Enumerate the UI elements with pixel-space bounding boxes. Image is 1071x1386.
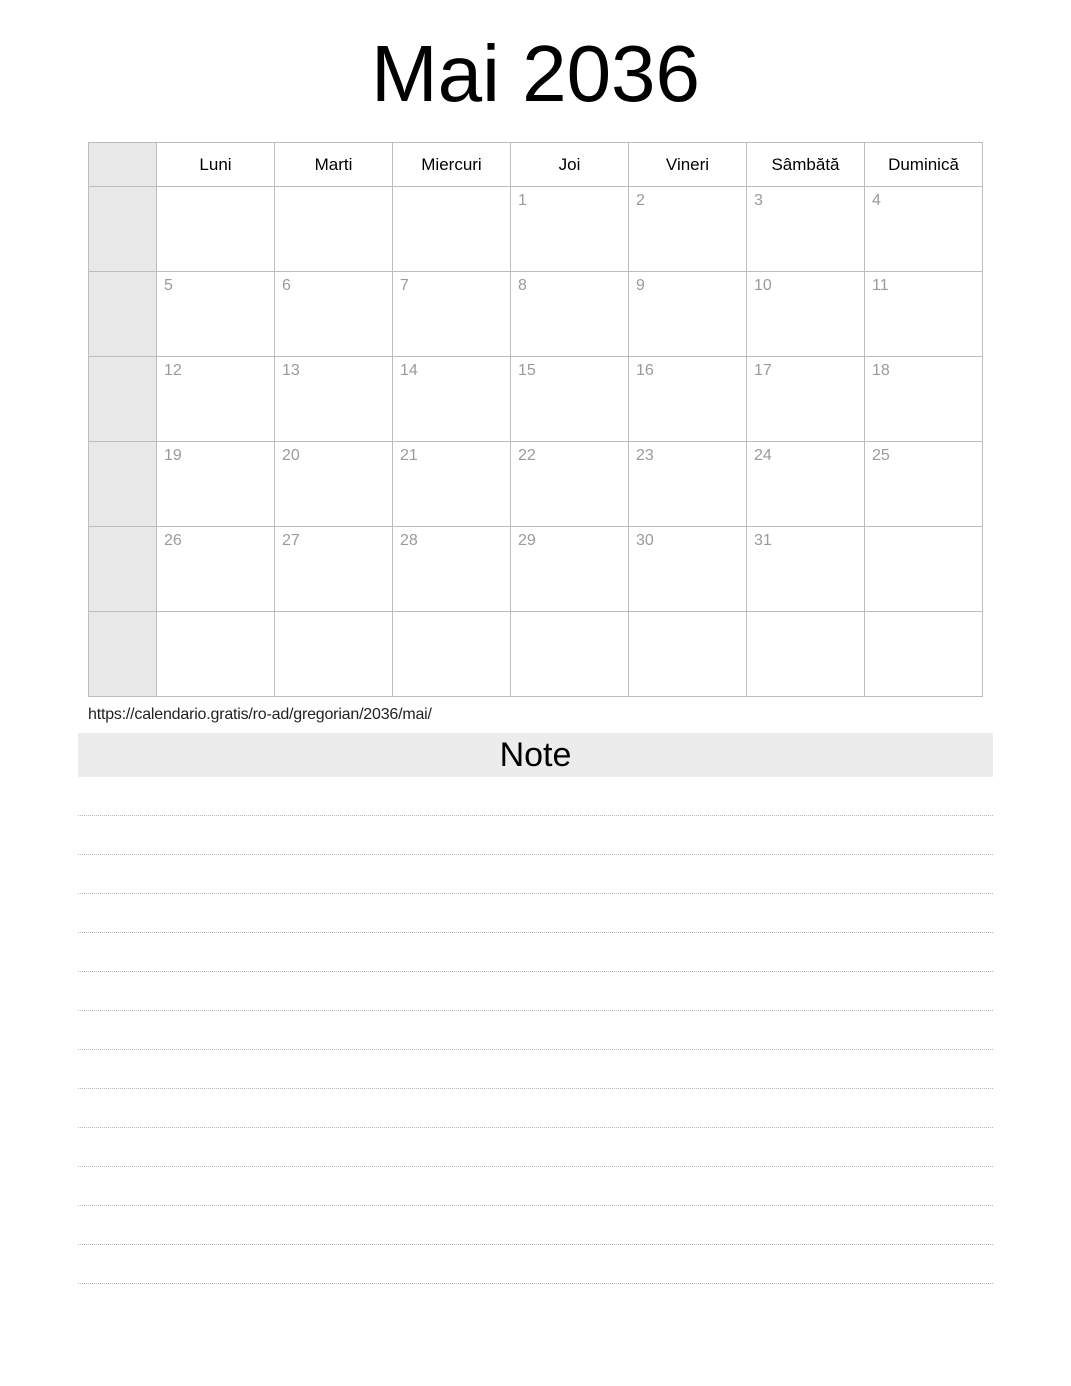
day-number: 31 [754,532,772,549]
day-cell[interactable] [275,612,393,697]
day-number: 29 [518,532,536,549]
day-number: 20 [282,447,300,464]
note-line[interactable] [78,1011,993,1050]
calendar-week-row [89,612,983,697]
day-cell[interactable] [275,527,393,612]
day-number: 19 [164,447,182,464]
notes-section [78,733,993,1284]
day-cell[interactable] [393,612,511,697]
day-cell[interactable] [629,527,747,612]
note-line[interactable] [78,1206,993,1245]
day-number: 24 [754,447,772,464]
day-cell[interactable] [157,527,275,612]
calendar-week-row [89,187,983,272]
calendar-header-row [89,143,983,187]
notes-lines [78,777,993,1284]
day-number [393,612,510,618]
day-cell[interactable] [157,272,275,357]
day-number: 7 [400,277,409,294]
day-number: 1 [518,192,527,209]
day-number: 3 [754,192,763,209]
day-cell[interactable] [747,357,865,442]
calendar-corner-cell [89,143,157,187]
day-cell[interactable] [511,357,629,442]
day-cell[interactable] [157,357,275,442]
source-url[interactable]: https://calendario.gratis/ro-ad/gregorian/2036/mai/ [88,706,432,723]
note-line[interactable] [78,1050,993,1089]
day-number: 23 [636,447,654,464]
note-line[interactable] [78,972,993,1011]
day-cell[interactable] [747,187,865,272]
day-cell[interactable] [865,612,983,697]
day-number: 26 [164,532,182,549]
day-cell[interactable] [511,442,629,527]
calendar-week-row [89,527,983,612]
day-number: 18 [872,362,890,379]
note-line[interactable] [78,1128,993,1167]
week-spacer-cell [89,527,157,612]
day-number: 21 [400,447,418,464]
weekday-header-tuesday: Marti [275,143,393,187]
day-cell[interactable] [865,442,983,527]
day-number [511,612,628,618]
note-line[interactable] [78,1167,993,1206]
week-spacer-cell [89,357,157,442]
note-line[interactable] [78,816,993,855]
calendar-week-row [89,272,983,357]
day-cell[interactable] [629,272,747,357]
day-number: 11 [872,277,889,294]
day-cell[interactable] [865,527,983,612]
day-cell[interactable] [747,527,865,612]
day-number [865,612,982,618]
week-spacer-cell [89,187,157,272]
day-number [157,187,274,193]
note-line[interactable] [78,1089,993,1128]
note-line[interactable] [78,777,993,816]
day-number: 6 [282,277,291,294]
weekday-header-saturday: Sâmbătă [747,143,865,187]
calendar-table [88,142,983,697]
week-spacer-cell [89,272,157,357]
day-cell[interactable] [747,612,865,697]
day-number: 14 [400,362,418,379]
day-cell[interactable] [393,357,511,442]
day-number [157,612,274,618]
day-number: 5 [164,277,173,294]
day-cell[interactable] [157,187,275,272]
weekday-header-thursday: Joi [511,143,629,187]
day-number: 27 [282,532,300,549]
note-line[interactable] [78,894,993,933]
day-cell[interactable] [275,187,393,272]
day-cell[interactable] [393,527,511,612]
weekday-header-friday: Vineri [629,143,747,187]
day-cell[interactable] [511,187,629,272]
day-number: 25 [872,447,890,464]
day-cell[interactable] [629,187,747,272]
day-number: 16 [636,362,654,379]
day-number: 30 [636,532,654,549]
day-number [275,187,392,193]
weekday-header-sunday: Duminică [865,143,983,187]
day-number: 2 [636,192,645,209]
day-cell[interactable] [511,527,629,612]
day-number: 12 [164,362,182,379]
day-cell[interactable] [157,442,275,527]
day-cell[interactable] [865,357,983,442]
day-number: 28 [400,532,418,549]
day-cell[interactable] [747,272,865,357]
note-line[interactable] [78,1245,993,1284]
day-cell[interactable] [511,612,629,697]
calendar-week-row [89,357,983,442]
day-cell[interactable] [275,357,393,442]
day-number: 15 [518,362,536,379]
day-number: 17 [754,362,772,379]
calendar-body [89,187,983,697]
week-spacer-cell [89,442,157,527]
day-number [865,527,982,533]
day-number: 8 [518,277,527,294]
calendar-week-row [89,442,983,527]
day-number: 13 [282,362,300,379]
day-cell[interactable] [747,442,865,527]
page-title: Mai 2036 [370,29,701,118]
day-cell[interactable] [629,612,747,697]
calendar-container [88,142,983,697]
day-number [629,612,746,618]
day-cell[interactable] [157,612,275,697]
notes-header: Note [78,733,993,777]
day-cell[interactable] [393,272,511,357]
day-cell[interactable] [865,272,983,357]
day-cell[interactable] [511,272,629,357]
day-number: 9 [636,277,645,294]
day-cell[interactable] [629,442,747,527]
weekday-header-wednesday: Miercuri [393,143,511,187]
day-cell[interactable] [629,357,747,442]
week-spacer-cell [89,612,157,697]
day-number: 4 [872,192,881,209]
day-cell[interactable] [393,187,511,272]
note-line[interactable] [78,855,993,894]
day-cell[interactable] [275,272,393,357]
day-number [275,612,392,618]
day-number: 22 [518,447,536,464]
weekday-header-monday: Luni [157,143,275,187]
day-number [393,187,510,193]
day-cell[interactable] [275,442,393,527]
day-number [747,612,864,618]
note-line[interactable] [78,933,993,972]
day-cell[interactable] [865,187,983,272]
day-cell[interactable] [393,442,511,527]
day-number: 10 [754,277,772,294]
